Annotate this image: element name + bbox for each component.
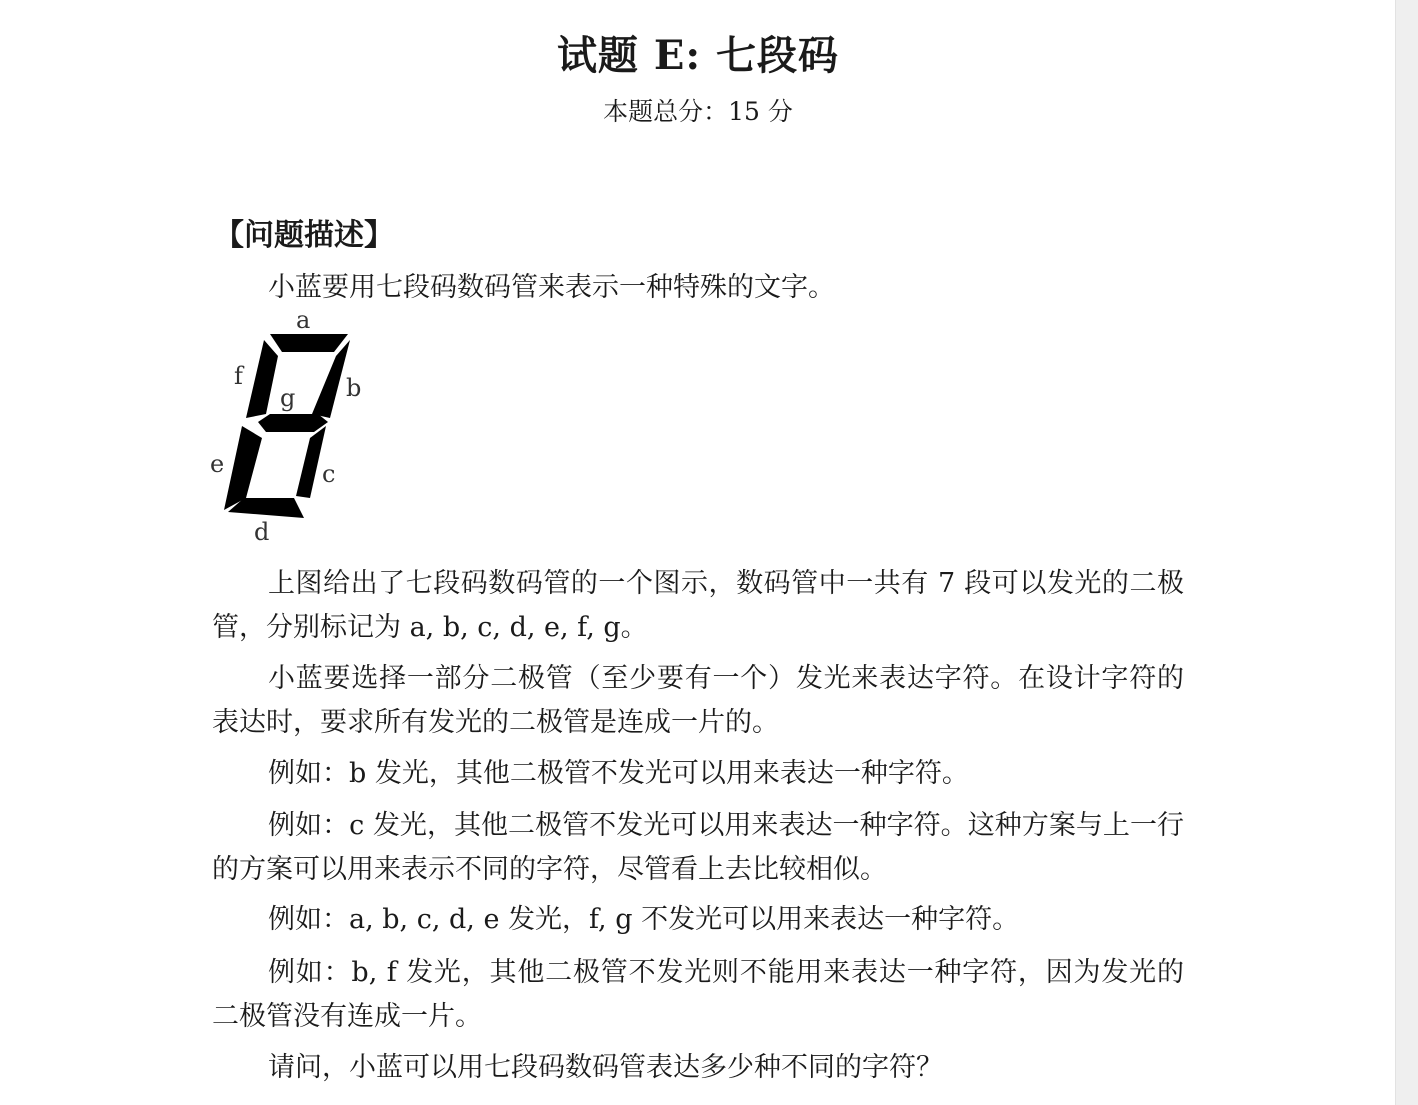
paragraph-example-2: 例如：c 发光，其他二极管不发光可以用来表达一种字符。这种方案与上一行的方案可以用来表示不同的字符，尽管看上去比较相似。 <box>212 810 1184 885</box>
vertical-scrollbar[interactable] <box>1395 0 1418 1105</box>
paragraph-example-3: 例如：a, b, c, d, e 发光，f, g 不发光可以用来表达一种字符。 <box>268 904 1020 935</box>
paragraph-diagram-explanation: 上图给出了七段码数码管的一个图示，数码管中一共有 7 段可以发光的二极管，分别标记为 a, b, c, d, e, f, g。 <box>212 568 1184 643</box>
label-d: d <box>254 518 270 546</box>
label-b: b <box>346 374 362 402</box>
section-heading-problem-description: 【问题描述】 <box>214 218 394 253</box>
paragraph-question: 请问，小蓝可以用七段码数码管表达多少种不同的字符？ <box>268 1052 943 1083</box>
paragraph-example-1: 例如：b 发光，其他二极管不发光可以用来表达一种字符。 <box>268 758 969 789</box>
segment-e <box>224 426 262 510</box>
paragraph-rule: 小蓝要选择一部分二极管（至少要有一个）发光来表达字符。在设计字符的表达时，要求所有发光的二极管是连成一片的。 <box>212 663 1184 738</box>
label-f: f <box>234 362 243 390</box>
segment-g <box>258 414 328 432</box>
paragraph-example-4: 例如：b, f 发光，其他二极管不发光则不能用来表达一种字符，因为发光的二极管没有连成一片。 <box>212 957 1184 1032</box>
label-a: a <box>296 306 311 334</box>
label-g: g <box>280 384 296 412</box>
segment-f <box>246 340 278 418</box>
problem-title: 试题 E: 七段码 <box>556 32 840 79</box>
seven-segment-diagram <box>200 302 380 552</box>
segment-a <box>270 334 348 352</box>
problem-score: 本题总分：15 分 <box>603 97 793 126</box>
label-e: e <box>210 450 225 478</box>
label-c: c <box>322 460 336 488</box>
paragraph-intro: 小蓝要用七段码数码管来表示一种特殊的文字。 <box>268 272 835 303</box>
